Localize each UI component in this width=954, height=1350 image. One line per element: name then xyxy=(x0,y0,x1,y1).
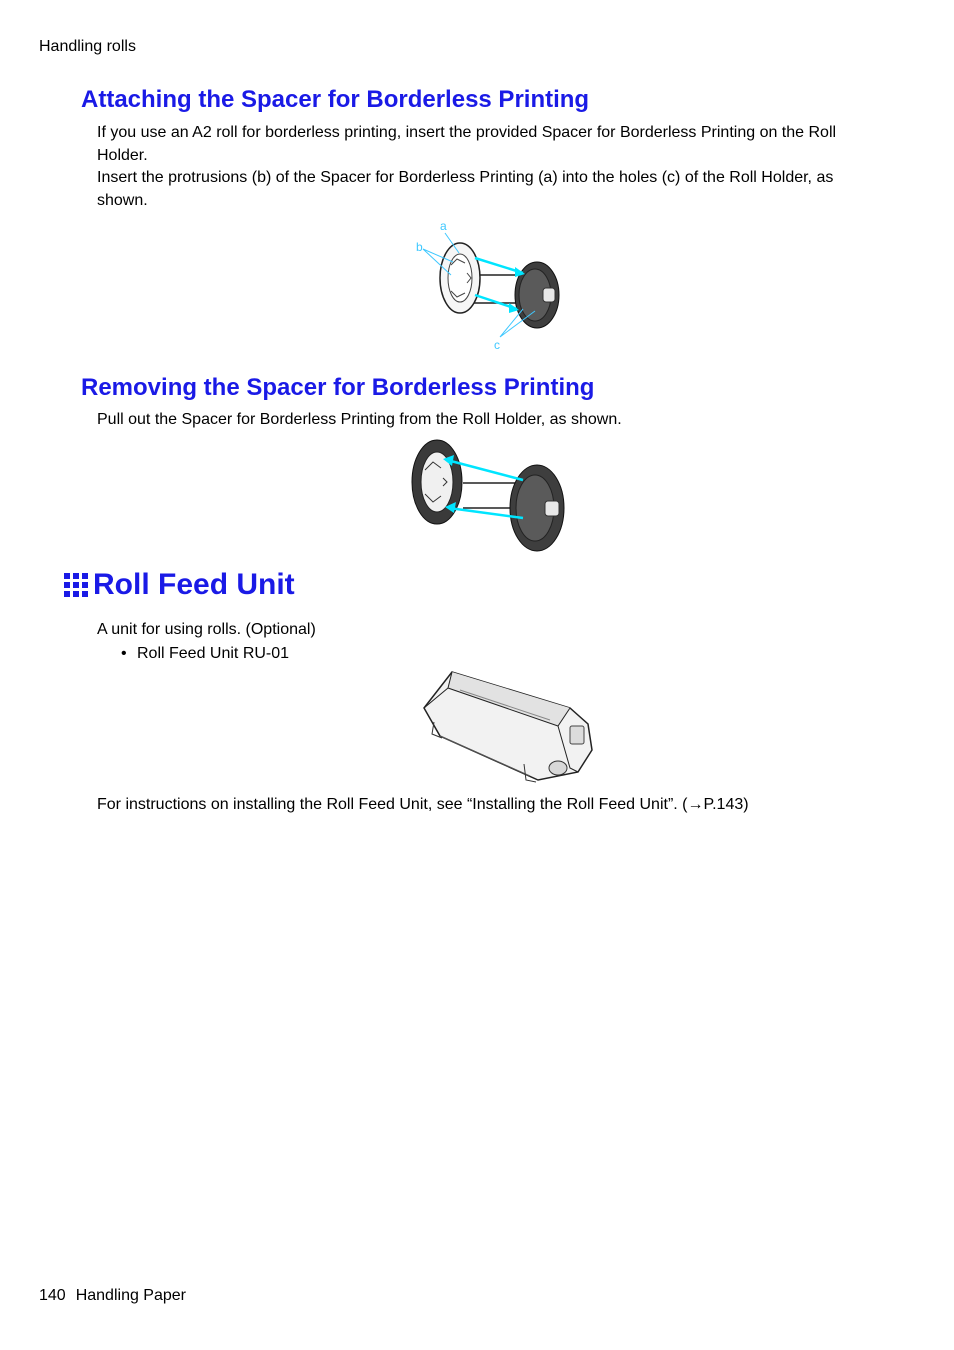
page-number: 140 xyxy=(39,1287,66,1304)
remove-paragraph: Pull out the Spacer for Borderless Printing from the Roll Holder, as shown. xyxy=(97,411,622,428)
attach-paragraph-2: Insert the protrusions (b) of the Spacer for Borderless Printing (a) into the holes (c) of the Roll Holder, as shown. xyxy=(97,169,834,209)
spacer-remove-illustration xyxy=(405,438,570,556)
roll-feed-unit-title: Roll Feed Unit xyxy=(93,568,295,601)
chapter-name: Handling Paper xyxy=(75,1287,186,1304)
bullet-text: Roll Feed Unit RU-01 xyxy=(137,645,290,662)
section-heading-attach: Attaching the Spacer for Borderless Printing xyxy=(81,86,590,113)
grid-icon xyxy=(64,573,88,597)
roll-feed-instructions: For instructions on installing the Roll Feed Unit, see “Installing the Roll Feed Unit”. (→P.143) xyxy=(97,796,749,813)
page-footer xyxy=(39,1287,186,1305)
roll-feed-intro: A unit for using rolls. (Optional) xyxy=(97,621,316,638)
label-a: a xyxy=(440,219,447,233)
running-head: Handling rolls xyxy=(39,38,136,55)
label-b: b xyxy=(416,240,423,254)
attach-paragraph-1: If you use an A2 roll for borderless printing, insert the provided Spacer for Borderless Printing on the Roll Holder. xyxy=(97,124,837,164)
section-heading-roll-feed-unit xyxy=(64,568,295,602)
bullet-item xyxy=(121,645,289,663)
label-c: c xyxy=(494,338,500,352)
section-heading-remove: Removing the Spacer for Borderless Printing xyxy=(81,374,595,401)
bullet-mark: • xyxy=(121,645,127,662)
spacer-attach-illustration xyxy=(405,215,570,355)
roll-feed-unit-illustration xyxy=(420,668,595,788)
